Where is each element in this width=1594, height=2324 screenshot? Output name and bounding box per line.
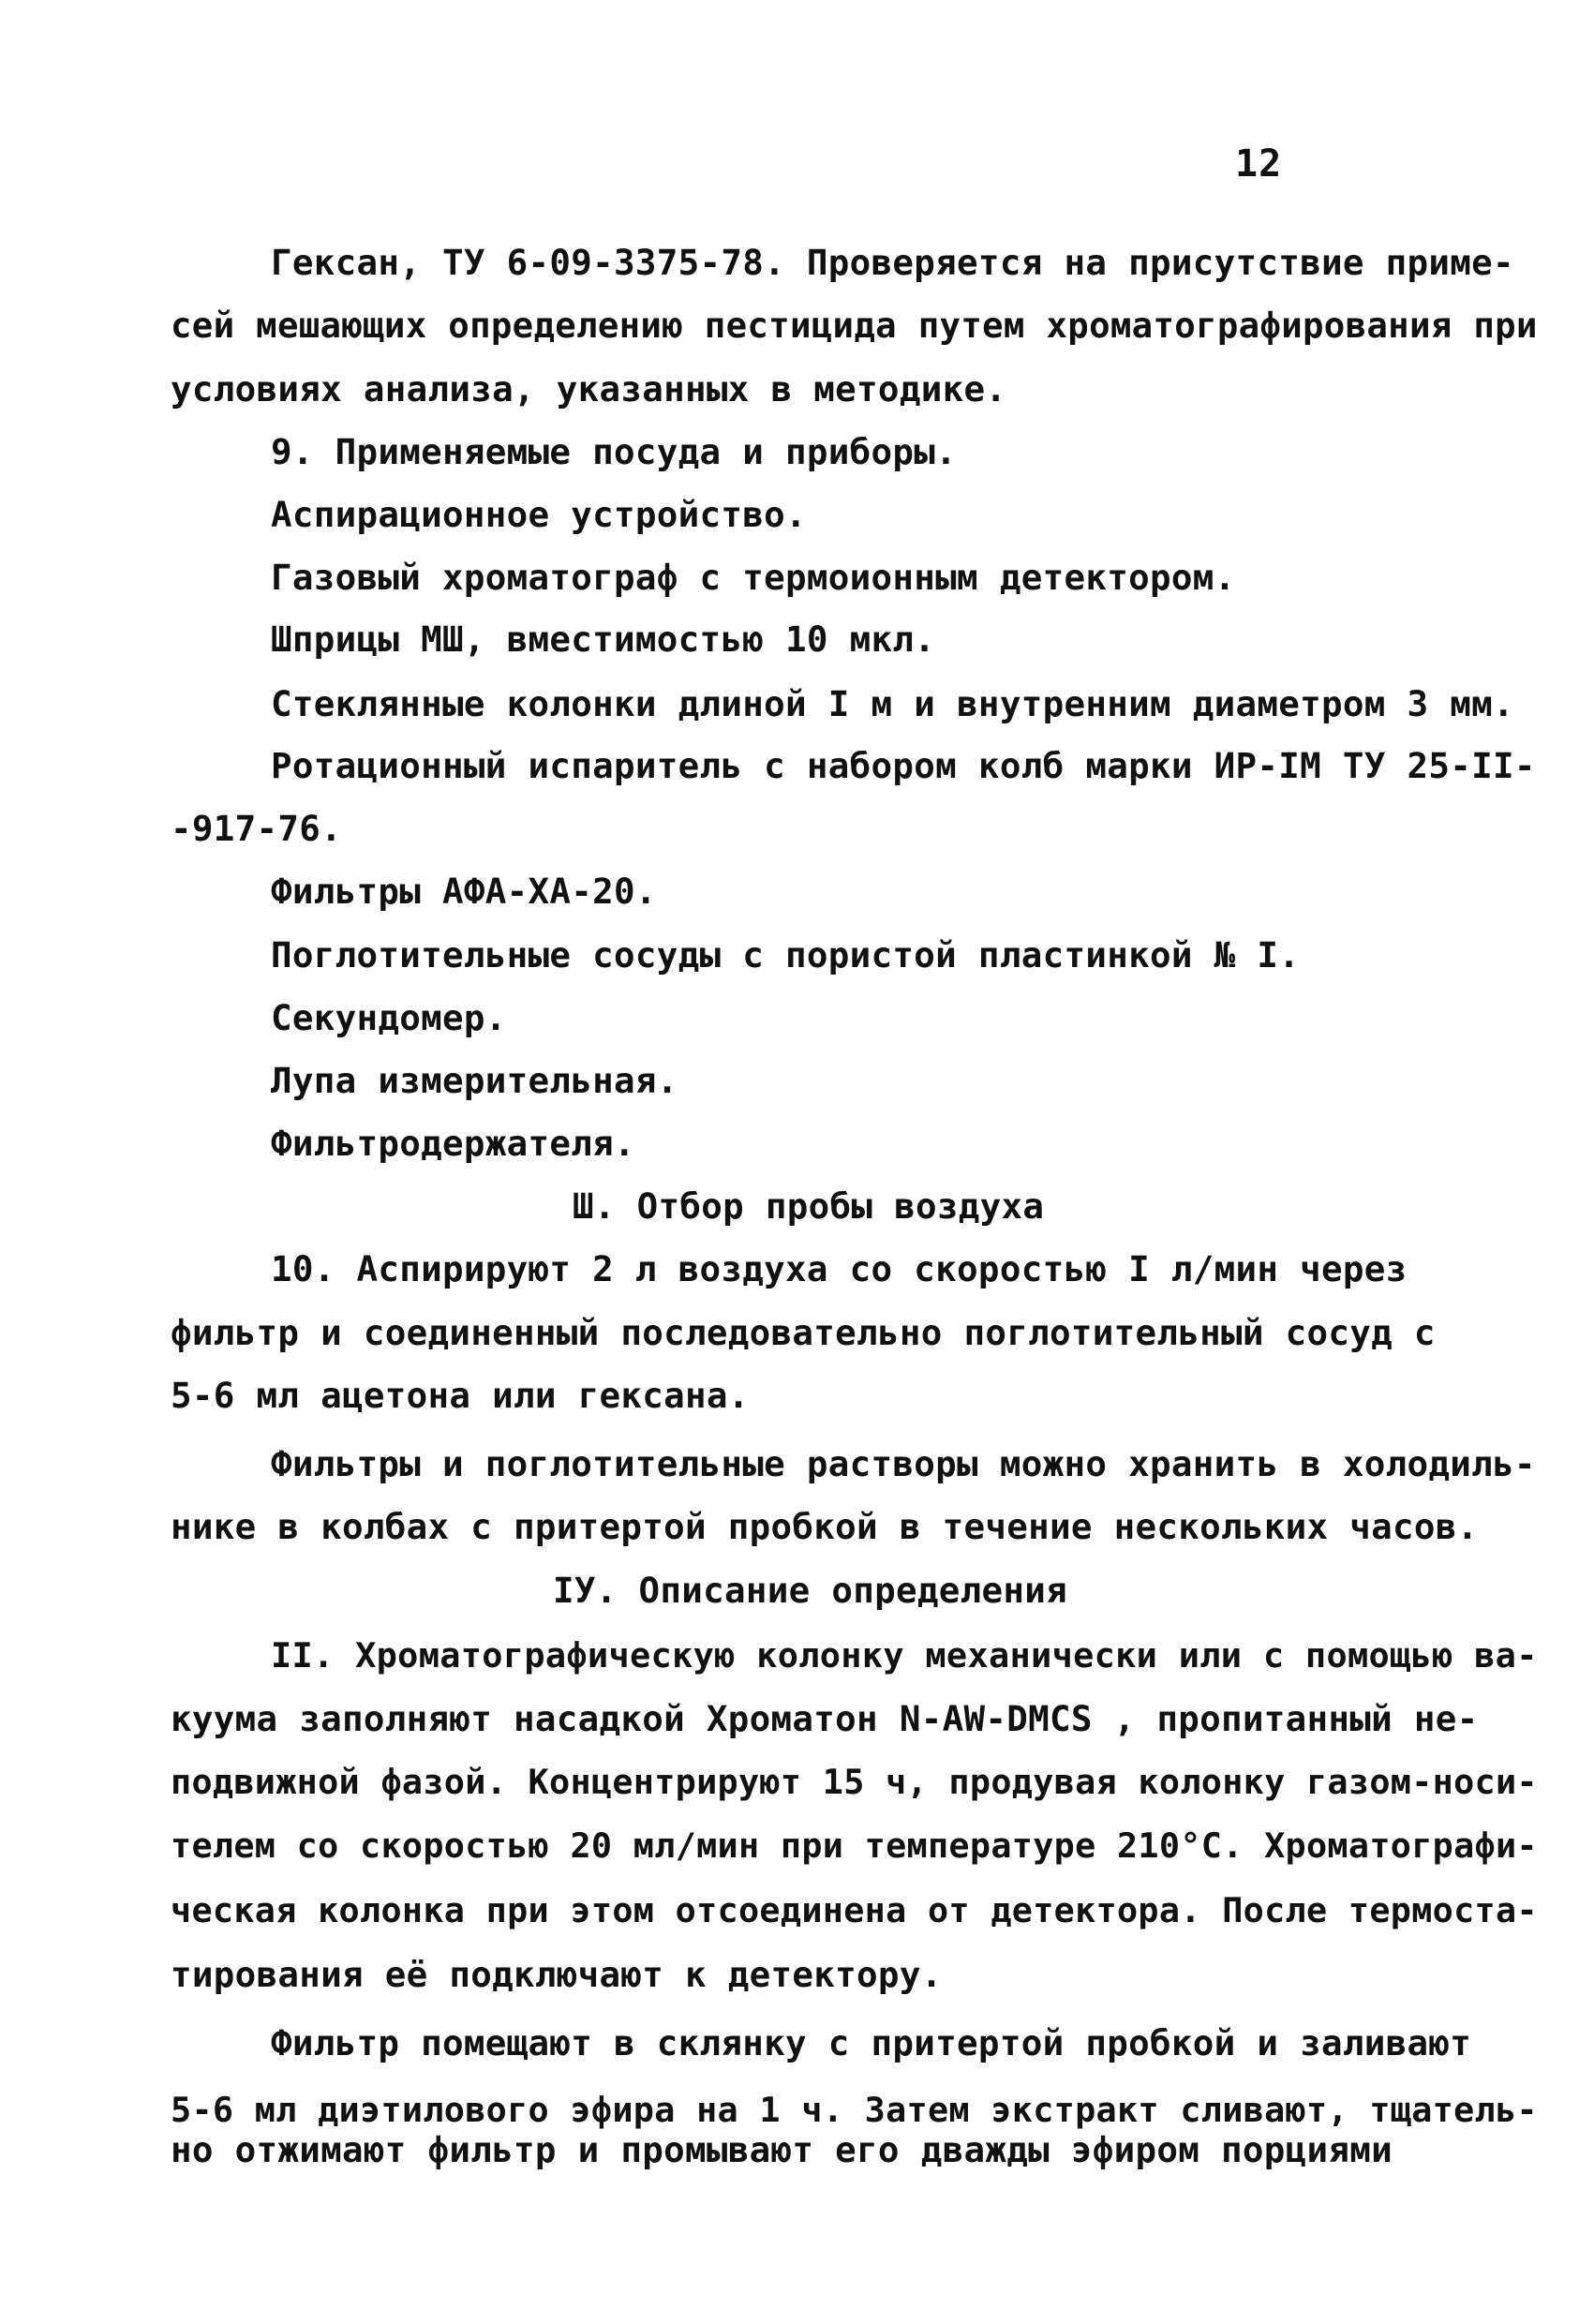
text-line: тирования её подключают к детектору. <box>171 1954 943 1995</box>
text-line: Секундомер. <box>271 997 507 1038</box>
section-heading: 9. Применяемые посуда и приборы. <box>271 431 958 472</box>
text-line: 5-6 мл ацетона или гексана. <box>171 1375 750 1416</box>
text-line: Шприцы МШ, вместимостью 10 мкл. <box>271 618 936 660</box>
text-line: Фильтры и поглотительные растворы можно хранить в холодиль- <box>271 1443 1536 1484</box>
text-line: подвижной фазой. Концентрируют 15 ч, продувая колонку газом-носи- <box>171 1762 1538 1802</box>
text-line: Аспирационное устройство. <box>271 494 807 535</box>
text-line: нике в колбах с притертой пробкой в течение нескольких часов. <box>171 1506 1479 1547</box>
text-line: но отжимают фильтр и промывают его дважды эфиром порциями <box>171 2129 1393 2170</box>
text-line: фильтр и соединенный последовательно поглотительный сосуд с <box>171 1312 1436 1353</box>
text-line: Гексан, ТУ 6-09-3375-78. Проверяется на присутствие приме- <box>271 242 1514 283</box>
text-line: телем со скоростью 20 мл/мин при температуре 210°С. Хроматографи- <box>171 1825 1538 1866</box>
text-line: II. Хроматографическую колонку механически или с помощью ва- <box>271 1635 1538 1676</box>
section-heading: Ш. Отбор пробы воздуха <box>573 1185 1045 1227</box>
text-line: ческая колонка при этом отсоединена от детектора. После термоста- <box>171 1890 1538 1930</box>
page-number: 12 <box>1235 142 1283 186</box>
text-line: условиях анализа, указанных в методике. <box>171 368 1007 410</box>
text-line: Фильтродержателя. <box>271 1123 635 1164</box>
text-line: Газовый хроматограф с термоионным детектором. <box>271 557 1236 598</box>
text-line: Фильтры АФА-ХА-20. <box>271 871 657 912</box>
section-heading: IУ. Описание определения <box>553 1570 1068 1611</box>
text-line: Ротационный испаритель с набором колб марки ИР-IМ ТУ 25-II- <box>271 745 1536 786</box>
text-line: 5-6 мл диэтилового эфира на 1 ч. Затем экстракт сливают, тщатель- <box>171 2090 1538 2130</box>
text-line: Фильтр помещают в склянку с притертой пробкой и заливают <box>271 2022 1472 2063</box>
text-line: Поглотительные сосуды с пористой пластинкой № I. <box>271 934 1301 976</box>
text-line: Стеклянные колонки длиной I м и внутренним диаметром 3 мм. <box>271 683 1514 724</box>
text-line: Лупа измерительная. <box>271 1060 678 1101</box>
text-line: сей мешающих определению пестицида путем хроматографирования при <box>171 305 1538 346</box>
text-line: 10. Аспирируют 2 л воздуха со скоростью I л/мин через <box>271 1248 1408 1289</box>
text-line: -917-76. <box>171 808 343 849</box>
text-line: куума заполняют насадкой Хроматон N-AW-DMCS , пропитанный не- <box>171 1698 1479 1739</box>
